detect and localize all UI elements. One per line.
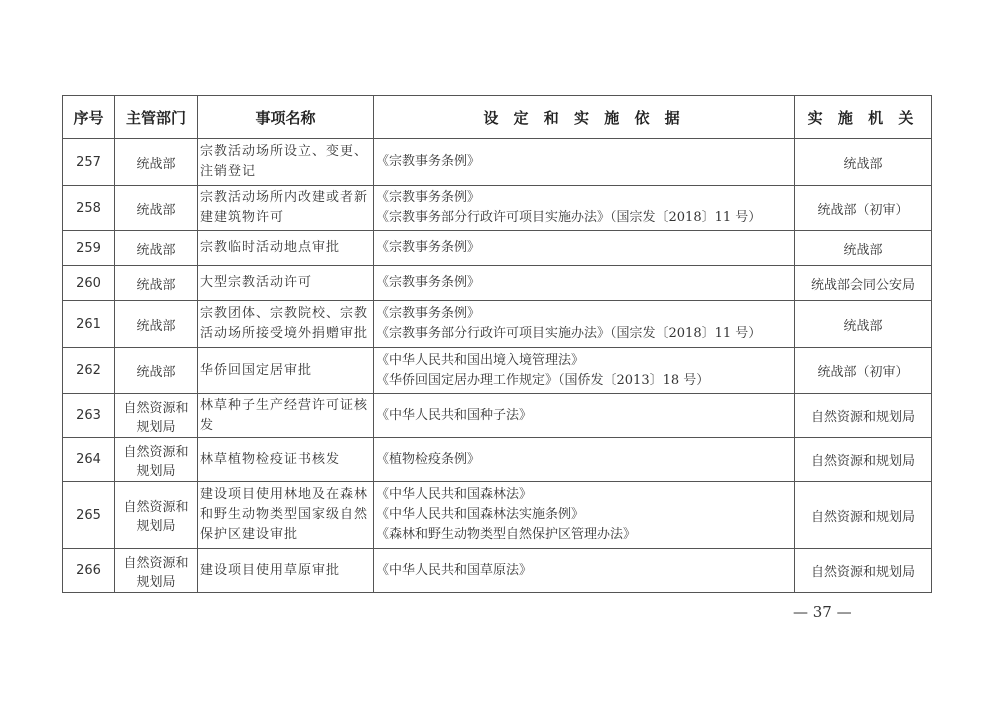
cell-authority: 统战部会同公安局 xyxy=(795,266,932,301)
cell-basis-line: 《中华人民共和国出境入境管理法》 xyxy=(376,352,585,368)
table-row xyxy=(63,139,932,186)
cell-basis-line: 《中华人民共和国草原法》 xyxy=(376,562,533,578)
cell-dept-line: 规划局 xyxy=(136,574,176,590)
header-item: 事项名称 xyxy=(198,96,374,139)
cell-item-line: 宗教团体、宗教院校、宗教 xyxy=(200,306,369,321)
cell-authority: 自然资源和规划局 xyxy=(795,394,932,438)
cell-dept-line: 统战部 xyxy=(136,318,176,334)
table-row xyxy=(63,348,932,394)
cell-basis xyxy=(374,231,795,266)
cell-dept-line: 规划局 xyxy=(136,519,176,534)
cell-seq: 257 xyxy=(63,139,115,186)
cell-authority: 自然资源和规划局 xyxy=(795,549,932,593)
header-seq: 序号 xyxy=(63,96,115,139)
cell-dept-line: 规划局 xyxy=(136,419,176,435)
cell-seq: 263 xyxy=(63,394,115,438)
cell-basis xyxy=(374,482,795,549)
cell-authority: 自然资源和规划局 xyxy=(795,438,932,482)
cell-basis-line: 《宗教事务条例》 xyxy=(376,154,481,169)
table-row xyxy=(63,549,932,593)
cell-dept-line: 统战部 xyxy=(136,242,176,258)
header-basis: 设 定 和 实 施 依 据 xyxy=(374,96,795,139)
cell-basis-line: 《宗教事务部分行政许可项目实施办法》（国宗发〔2018〕11 号） xyxy=(376,210,762,225)
cell-basis-line: 《宗教事务条例》 xyxy=(376,275,481,290)
table-row xyxy=(63,231,932,266)
cell-basis-line: 《宗教事务条例》 xyxy=(376,190,481,205)
cell-seq: 260 xyxy=(63,266,115,301)
permit-table xyxy=(62,95,932,593)
cell-item xyxy=(198,549,374,593)
cell-seq: 266 xyxy=(63,549,115,593)
cell-item-line: 大型宗教活动许可 xyxy=(200,275,313,290)
cell-dept xyxy=(115,482,198,549)
cell-basis xyxy=(374,549,795,593)
cell-item-line: 建设项目使用草原审批 xyxy=(200,562,341,578)
table-header-row xyxy=(63,96,932,139)
cell-item-line: 华侨回国定居审批 xyxy=(200,362,313,378)
cell-authority: 统战部（初审） xyxy=(795,186,932,231)
cell-basis-line: 《宗教事务条例》 xyxy=(376,240,481,255)
cell-dept-line: 自然资源和 xyxy=(123,555,189,571)
cell-item-line: 建设项目使用林地及在森林 xyxy=(200,487,369,502)
cell-dept xyxy=(115,139,198,186)
cell-dept xyxy=(115,266,198,301)
cell-dept xyxy=(115,394,198,438)
cell-basis-line: 《中华人民共和国森林法实施条例》 xyxy=(376,507,585,522)
cell-item-line: 保护区建设审批 xyxy=(200,527,299,542)
cell-item-line: 建建筑物许可 xyxy=(200,210,285,225)
cell-basis xyxy=(374,139,795,186)
cell-item-line: 林草种子生产经营许可证核 xyxy=(200,397,369,413)
cell-item xyxy=(198,482,374,549)
table-row xyxy=(63,438,932,482)
cell-dept-line: 统战部 xyxy=(136,156,176,172)
cell-basis xyxy=(374,394,795,438)
header-dept: 主管部门 xyxy=(115,96,198,139)
cell-item-line: 注销登记 xyxy=(200,164,257,179)
cell-item-line: 林草植物检疫证书核发 xyxy=(200,451,341,467)
cell-basis xyxy=(374,348,795,394)
cell-authority: 自然资源和规划局 xyxy=(795,482,932,549)
cell-basis-line: 《宗教事务条例》 xyxy=(376,306,481,321)
cell-item xyxy=(198,394,374,438)
cell-authority: 统战部 xyxy=(795,301,932,348)
cell-dept-line: 自然资源和 xyxy=(123,444,189,460)
cell-authority: 统战部（初审） xyxy=(795,348,932,394)
cell-dept-line: 统战部 xyxy=(136,202,176,218)
cell-dept-line: 自然资源和 xyxy=(123,400,189,416)
header-authority: 实 施 机 关 xyxy=(795,96,932,139)
cell-authority: 统战部 xyxy=(795,139,932,186)
cell-item xyxy=(198,438,374,482)
cell-item-line: 宗教临时活动地点审批 xyxy=(200,240,341,255)
cell-dept xyxy=(115,301,198,348)
cell-basis xyxy=(374,266,795,301)
table-row xyxy=(63,266,932,301)
cell-item xyxy=(198,348,374,394)
cell-dept xyxy=(115,231,198,266)
cell-seq: 261 xyxy=(63,301,115,348)
cell-item xyxy=(198,139,374,186)
table-row xyxy=(63,301,932,348)
cell-basis-line: 《森林和野生动物类型自然保护区管理办法》 xyxy=(376,527,637,542)
cell-dept-line: 自然资源和 xyxy=(123,500,189,515)
cell-dept-line: 统战部 xyxy=(136,365,176,380)
cell-dept xyxy=(115,549,198,593)
cell-dept xyxy=(115,348,198,394)
cell-item xyxy=(198,266,374,301)
cell-item-line: 宗教活动场所内改建或者新 xyxy=(200,190,369,205)
cell-seq: 265 xyxy=(63,482,115,549)
cell-item xyxy=(198,301,374,348)
table-row xyxy=(63,482,932,549)
table-row xyxy=(63,186,932,231)
cell-item-line: 发 xyxy=(200,417,215,433)
cell-basis-line: 《华侨回国定居办理工作规定》（国侨发〔2013〕18 号） xyxy=(376,372,710,388)
table-row xyxy=(63,394,932,438)
page-number: — 37 — xyxy=(793,603,852,621)
cell-item xyxy=(198,231,374,266)
cell-basis xyxy=(374,186,795,231)
cell-authority: 统战部 xyxy=(795,231,932,266)
cell-basis xyxy=(374,438,795,482)
table-body xyxy=(63,139,932,593)
cell-basis-line: 《中华人民共和国种子法》 xyxy=(376,407,533,423)
cell-dept-line: 统战部 xyxy=(136,277,176,293)
cell-item-line: 宗教活动场所设立、变更、 xyxy=(200,144,369,159)
cell-seq: 264 xyxy=(63,438,115,482)
cell-seq: 259 xyxy=(63,231,115,266)
cell-basis-line: 《中华人民共和国森林法》 xyxy=(376,487,533,502)
cell-dept-line: 规划局 xyxy=(136,463,176,479)
cell-dept xyxy=(115,186,198,231)
cell-dept xyxy=(115,438,198,482)
cell-seq: 262 xyxy=(63,348,115,394)
cell-item-line: 活动场所接受境外捐赠审批 xyxy=(200,326,369,341)
cell-basis xyxy=(374,301,795,348)
cell-item xyxy=(198,186,374,231)
cell-basis-line: 《植物检疫条例》 xyxy=(376,451,481,467)
cell-item-line: 和野生动物类型国家级自然 xyxy=(200,507,369,522)
cell-basis-line: 《宗教事务部分行政许可项目实施办法》（国宗发〔2018〕11 号） xyxy=(376,326,762,341)
cell-seq: 258 xyxy=(63,186,115,231)
